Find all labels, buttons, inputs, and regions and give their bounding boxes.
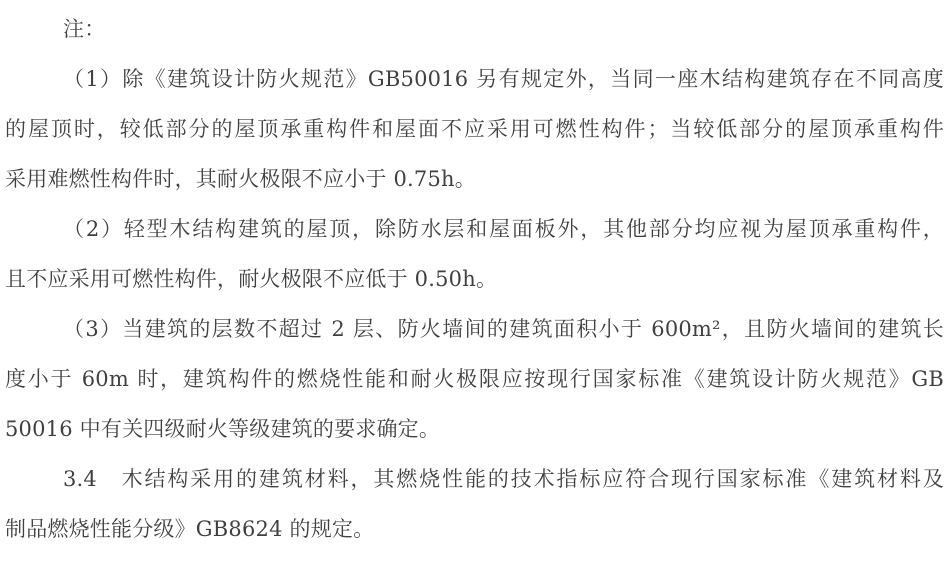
note-item-1-line-3: 采用难燃性构件时，其耐火极限不应小于 0.75h。 (5, 167, 476, 191)
note-heading: 注： (63, 17, 106, 41)
note-item-2-line-1: （2）轻型木结构建筑的屋顶，除防水层和屋面板外，其他部分均应视为屋顶承重构件， (63, 217, 944, 241)
clause-3-4-line-1: 3.4 木结构采用的建筑材料，其燃烧性能的技术指标应符合现行国家标准《建筑材料及 (63, 467, 944, 491)
note-item-3-line-1: （3）当建筑的层数不超过 2 层、防火墙间的建筑面积小于 600m²，且防火墙间的建筑长 (63, 317, 944, 341)
clause-3-4-line-2: 制品燃烧性能分级》GB8624 的规定。 (5, 517, 375, 541)
note-item-2-line-2: 且不应采用可燃性构件，耐火极限不应低于 0.50h。 (5, 267, 498, 291)
note-item-3-line-3: 50016 中有关四级耐火等级建筑的要求确定。 (5, 417, 441, 441)
document-body (5, 4, 944, 554)
note-item-1-line-1: （1）除《建筑设计防火规范》GB50016 另有规定外，当同一座木结构建筑存在不同高度 (63, 67, 944, 91)
note-item-3-line-2: 度小于 60m 时，建筑构件的燃烧性能和耐火极限应按现行国家标准《建筑设计防火规范》GB (5, 367, 944, 391)
note-item-1-line-2: 的屋顶时，较低部分的屋顶承重构件和屋面不应采用可燃性构件；当较低部分的屋顶承重构件 (5, 117, 944, 141)
